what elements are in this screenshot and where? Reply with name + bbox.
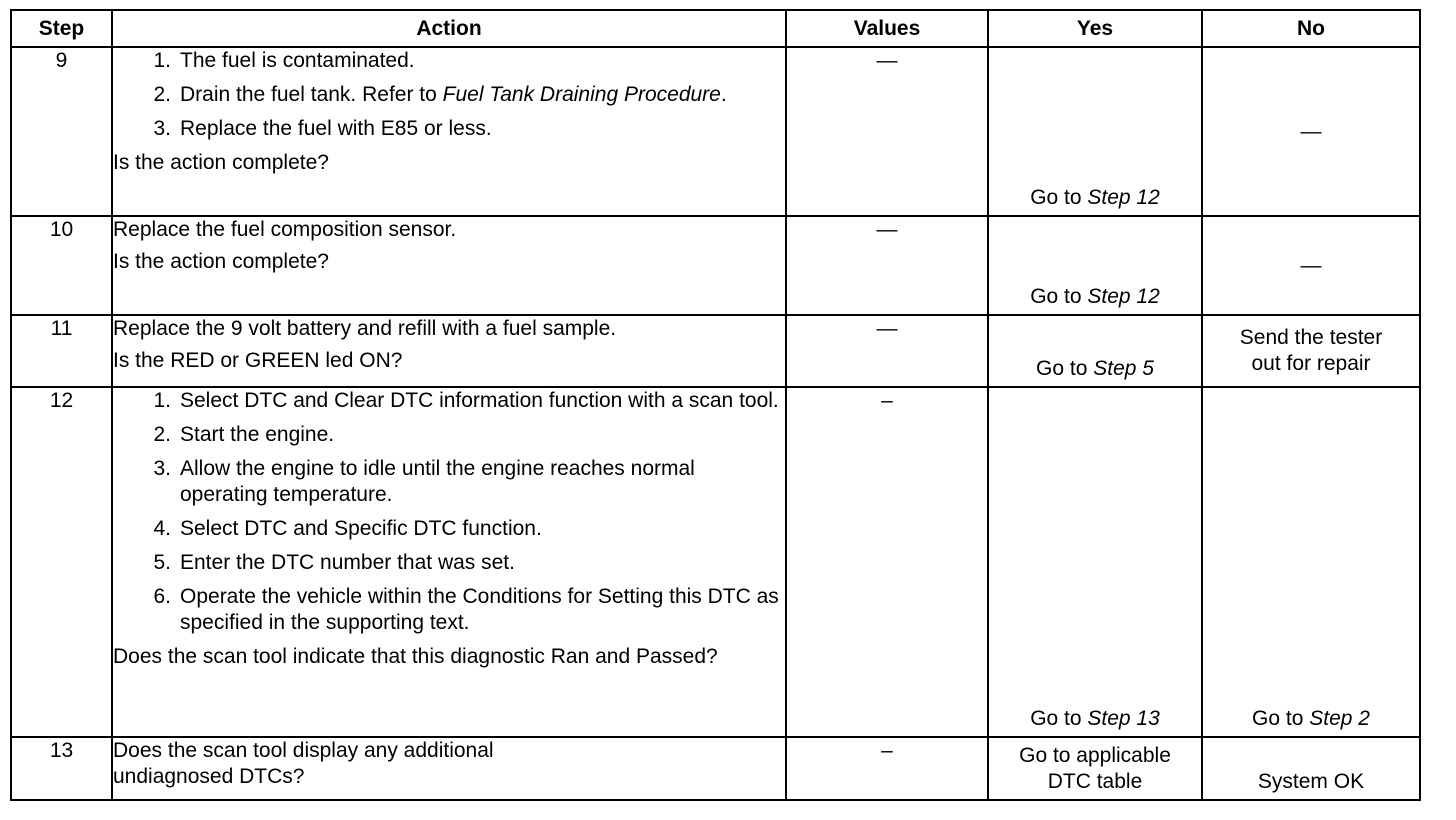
step-number: 12 — [11, 387, 112, 737]
action-cell — [112, 216, 786, 315]
no-cell: — — [1202, 47, 1420, 216]
no-cell: Go to Step 2 — [1202, 387, 1420, 737]
list-item: 5. Enter the DTC number that was set. — [153, 551, 515, 574]
no-cell: System OK — [1202, 737, 1420, 800]
list-item: 1. The fuel is contaminated. — [153, 49, 415, 72]
action-line: Replace the fuel composition sensor. — [113, 218, 457, 241]
action-cell — [112, 47, 786, 216]
list-item: 3. Allow the engine to idle until the engine reaches normal operating temperature. — [153, 457, 695, 506]
step-link: Step 12 — [1087, 186, 1160, 209]
header-row — [11, 10, 1420, 47]
action-line: Replace the 9 volt battery and refill with a fuel sample. — [113, 317, 617, 340]
action-cell — [112, 737, 786, 800]
no-cell: — — [1202, 216, 1420, 315]
list-item: 6. Operate the vehicle within the Conditions for Setting this DTC as specified in the supporting text. — [153, 585, 779, 634]
yes-cell: Go to Step 12 — [988, 47, 1202, 216]
action-cell — [112, 387, 786, 737]
action-question: Is the RED or GREEN led ON? — [113, 349, 403, 372]
list-item: 2. Start the engine. — [153, 423, 335, 446]
table-row-step-12 — [11, 387, 1420, 737]
values-cell: – — [786, 737, 988, 800]
procedure-reference: Fuel Tank Draining Procedure — [442, 83, 721, 106]
yes-cell: Go to Step 12 — [988, 216, 1202, 315]
step-link: Step 13 — [1087, 707, 1160, 730]
step-number: 11 — [11, 315, 112, 387]
list-item: 4. Select DTC and Specific DTC function. — [153, 517, 542, 540]
action-question: Does the scan tool indicate that this diagnostic Ran and Passed? — [113, 645, 718, 668]
table-row-step-9 — [11, 47, 1420, 216]
yes-cell: Go to Step 5 — [988, 315, 1202, 387]
list-item: 3. Replace the fuel with E85 or less. — [153, 117, 492, 140]
step-link: Step 12 — [1087, 285, 1160, 308]
table-row-step-13 — [11, 737, 1420, 800]
header-yes: Yes — [988, 10, 1202, 47]
table-row-step-10 — [11, 216, 1420, 315]
header-action: Action — [112, 10, 786, 47]
step-number: 10 — [11, 216, 112, 315]
table-row-step-11 — [11, 315, 1420, 387]
step-number: 9 — [11, 47, 112, 216]
action-question: Is the action complete? — [113, 250, 329, 273]
no-cell: Send the tester out for repair — [1202, 315, 1420, 387]
values-cell: – — [786, 387, 988, 737]
action-question: Is the action complete? — [113, 151, 329, 174]
step-number: 13 — [11, 737, 112, 800]
values-cell: — — [786, 216, 988, 315]
action-question: Does the scan tool display any additional undiagnosed DTCs? — [113, 739, 494, 788]
list-item: 2. Drain the fuel tank. Refer to Fuel Tank Draining Procedure. — [153, 83, 727, 106]
yes-cell: Go to applicable DTC table — [988, 737, 1202, 800]
action-cell — [112, 315, 786, 387]
list-item: 1. Select DTC and Clear DTC information function with a scan tool. — [153, 389, 779, 412]
values-cell: — — [786, 47, 988, 216]
header-step: Step — [11, 10, 112, 47]
header-values: Values — [786, 10, 988, 47]
diagnostic-table — [10, 9, 1421, 801]
header-no: No — [1202, 10, 1420, 47]
yes-cell: Go to Step 13 — [988, 387, 1202, 737]
values-cell: — — [786, 315, 988, 387]
step-link: Step 5 — [1093, 357, 1154, 380]
step-link: Step 2 — [1309, 707, 1370, 730]
